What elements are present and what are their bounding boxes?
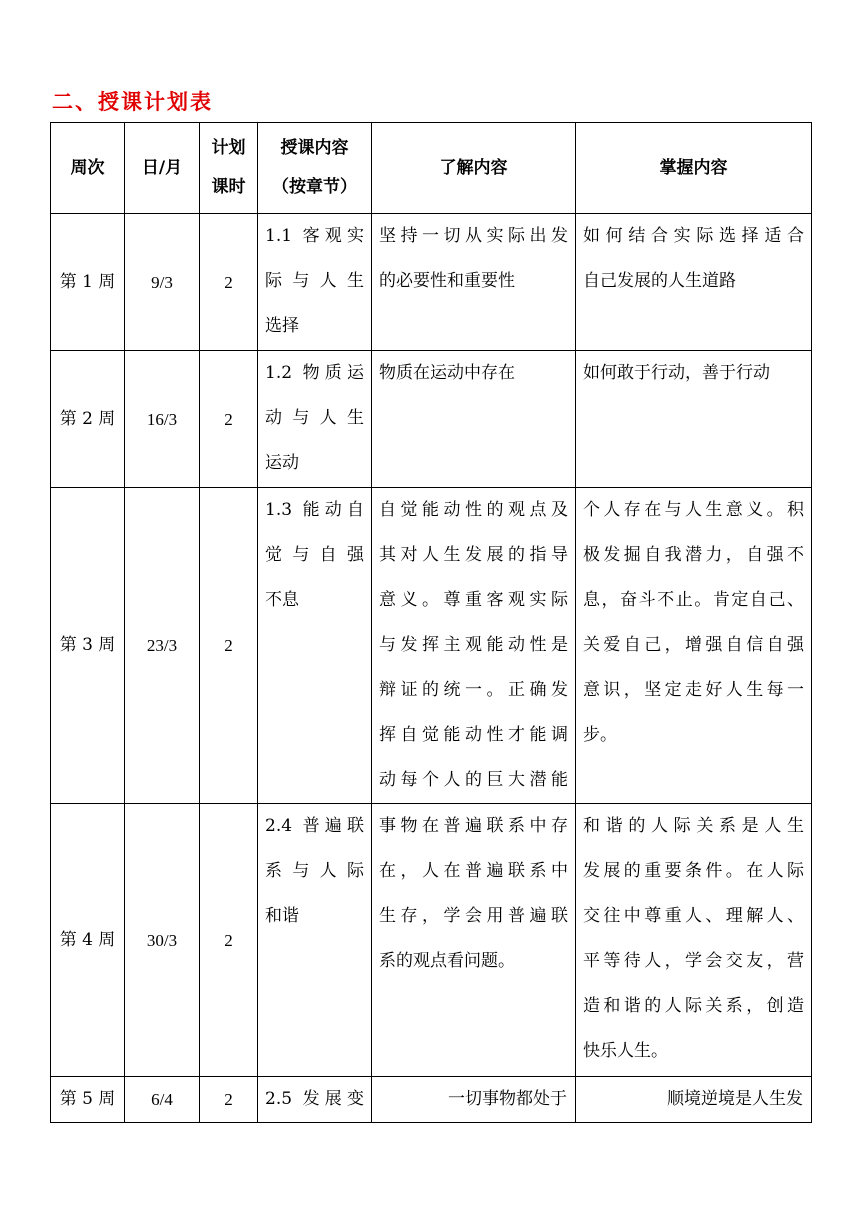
understand-line: 系的观点看问题。 [379, 951, 515, 971]
master-line: 快乐人生。 [583, 1041, 668, 1061]
header-content [258, 123, 372, 214]
header-content-line2: （按章节） [272, 177, 357, 197]
understand-line: 其对人生发展的指导 [379, 545, 568, 565]
master-cell [576, 214, 812, 351]
understand-line: 事物在普遍联系中存 [379, 816, 568, 836]
header-week: 周次 [51, 123, 125, 214]
date-cell: 6/4 [125, 1077, 200, 1123]
table-row [51, 488, 812, 804]
table-row [51, 1077, 812, 1123]
master-line: 发展的重要条件。在人际 [583, 861, 804, 881]
table-row [51, 214, 812, 351]
content-cell [258, 488, 372, 804]
master-line: 意识，坚定走好人生每一 [583, 680, 804, 700]
hours-cell: 2 [200, 214, 258, 351]
table-row [51, 351, 812, 488]
hours-cell: 2 [200, 351, 258, 488]
content-line: 不息 [265, 590, 299, 610]
understand-line: 辩证的统一。正确发 [379, 680, 568, 700]
content-line: 2.4 普遍联 [265, 816, 364, 836]
master-line: 自己发展的人生道路 [583, 271, 736, 291]
content-line: 1.1 客观实 [265, 226, 364, 246]
master-line: 如何敢于行动，善于行动 [583, 363, 770, 383]
section-heading: 二、授课计划表 [52, 89, 213, 114]
week-cell: 第 3 周 [51, 488, 125, 804]
week-cell: 第 5 周 [51, 1077, 125, 1123]
content-cell [258, 804, 372, 1077]
master-cell [576, 351, 812, 488]
content-line: 选择 [265, 316, 299, 336]
master-line: 步。 [583, 725, 617, 745]
content-line: 动 与 人 生 [265, 408, 364, 428]
master-line: 极发掘自我潜力，自强不 [583, 545, 804, 565]
header-content-line1: 授课内容 [280, 138, 349, 158]
content-line: 运动 [265, 453, 299, 473]
understand-line: 的必要性和重要性 [379, 271, 515, 291]
understand-line: 生存，学会用普遍联 [379, 906, 568, 926]
date-cell: 16/3 [125, 351, 200, 488]
understand-cell [372, 1077, 576, 1123]
master-line: 个人存在与人生意义。积 [583, 500, 804, 520]
week-cell: 第 2 周 [51, 351, 125, 488]
content-line: 觉 与 自 强 [265, 545, 364, 565]
content-cell [258, 214, 372, 351]
header-date: 日/月 [125, 123, 200, 214]
master-line: 和谐的人际关系是人生 [583, 816, 804, 836]
content-line: 1.3 能动自 [265, 500, 364, 520]
table-header-row [51, 123, 812, 214]
understand-line: 自觉能动性的观点及 [379, 500, 568, 520]
understand-line: 物质在运动中存在 [379, 363, 515, 383]
header-understand: 了解内容 [372, 123, 576, 214]
understand-line: 一切事物都处于 [448, 1089, 567, 1109]
understand-line: 意义。尊重客观实际 [379, 590, 568, 610]
week-cell: 第 4 周 [51, 804, 125, 1077]
content-cell [258, 351, 372, 488]
understand-line: 动每个人的巨大潜能 [379, 770, 568, 790]
understand-line: 在，人在普遍联系中 [379, 861, 568, 881]
header-hours [200, 123, 258, 214]
content-cell [258, 1077, 372, 1123]
master-line: 交往中尊重人、理解人、 [583, 906, 804, 926]
master-line: 顺境逆境是人生发 [667, 1089, 803, 1109]
header-master: 掌握内容 [576, 123, 812, 214]
master-line: 造和谐的人际关系，创造 [583, 996, 804, 1016]
teaching-plan-table [50, 122, 812, 1123]
content-line: 际 与 人 生 [265, 271, 364, 291]
understand-line: 挥自觉能动性才能调 [379, 725, 568, 745]
master-line: 平等待人，学会交友，营 [583, 951, 804, 971]
content-line: 系 与 人 际 [265, 861, 364, 881]
master-line: 息，奋斗不止。肯定自己、 [583, 590, 804, 610]
understand-cell [372, 804, 576, 1077]
header-hours-line2: 课时 [211, 177, 246, 197]
master-cell [576, 488, 812, 804]
date-cell: 9/3 [125, 214, 200, 351]
master-line: 如何结合实际选择适合 [583, 226, 804, 246]
master-cell [576, 804, 812, 1077]
understand-line: 坚持一切从实际出发 [379, 226, 568, 246]
date-cell: 23/3 [125, 488, 200, 804]
hours-cell: 2 [200, 1077, 258, 1123]
content-line: 1.2 物质运 [265, 363, 364, 383]
header-hours-line1: 计划 [211, 138, 246, 158]
understand-cell [372, 351, 576, 488]
master-line: 关爱自己，增强自信自强 [583, 635, 804, 655]
understand-cell [372, 488, 576, 804]
understand-cell [372, 214, 576, 351]
week-cell: 第 1 周 [51, 214, 125, 351]
hours-cell: 2 [200, 804, 258, 1077]
table-row [51, 804, 812, 1077]
content-line: 2.5 发展变 [265, 1089, 364, 1109]
content-line: 和谐 [265, 906, 299, 926]
hours-cell: 2 [200, 488, 258, 804]
master-cell [576, 1077, 812, 1123]
understand-line: 与发挥主观能动性是 [379, 635, 568, 655]
date-cell: 30/3 [125, 804, 200, 1077]
